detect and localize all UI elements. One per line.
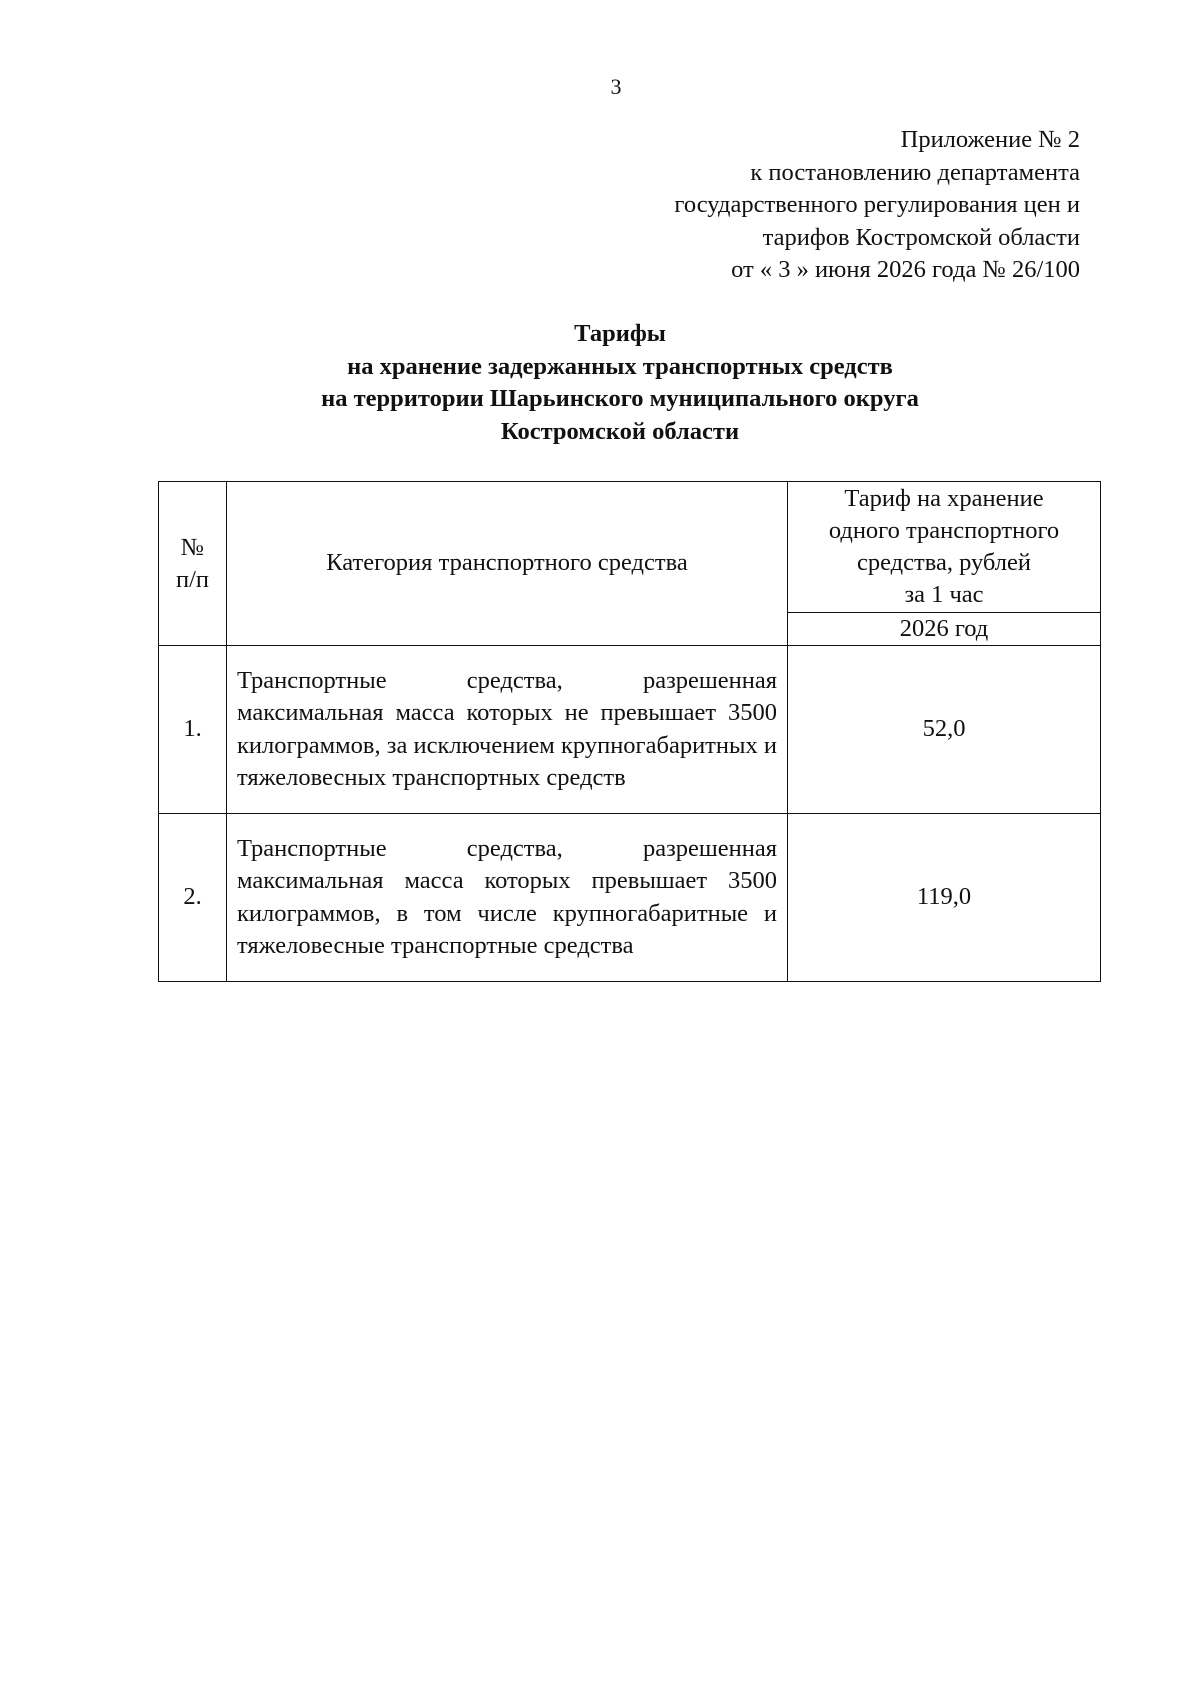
appendix-reference-line: государственного регулирования цен и bbox=[674, 191, 1080, 218]
appendix-date-number: от « 3 » июня 2026 года № 26/100 bbox=[731, 256, 1080, 283]
header-tariff-line: одного транспортного bbox=[828, 517, 1060, 544]
document-title bbox=[160, 318, 1080, 448]
row-number: 1. bbox=[159, 646, 227, 814]
title-line: Костромской области bbox=[500, 417, 740, 445]
row-category: Транспортные средства, разрешенная максимальная масса которых не превышает 3500 килограммов, за исключением крупногабаритных и тяжеловесных транспортных средств bbox=[227, 646, 788, 814]
row-tariff: 119,0 bbox=[788, 814, 1101, 982]
row-category: Транспортные средства, разрешенная максимальная масса которых превышает 3500 килограммов, в том числе крупногабаритные и тяжеловесные транспортные средства bbox=[227, 814, 788, 982]
header-number bbox=[159, 482, 227, 646]
tariffs-table bbox=[158, 481, 1101, 982]
header-tariff-line: за 1 час bbox=[904, 581, 984, 608]
appendix-reference-line: к постановлению департамента bbox=[750, 158, 1080, 186]
header-number-abbr: п/п bbox=[175, 565, 210, 593]
appendix-header bbox=[674, 124, 1080, 287]
appendix-title: Приложение № 2 bbox=[900, 126, 1080, 153]
row-number: 2. bbox=[159, 814, 227, 982]
table-row bbox=[159, 814, 1101, 982]
row-tariff: 52,0 bbox=[788, 646, 1101, 814]
table-header-row bbox=[159, 482, 1101, 613]
header-year: 2026 год bbox=[788, 613, 1101, 646]
page-number: 3 bbox=[610, 74, 622, 99]
title-line: Тарифы bbox=[574, 320, 666, 347]
header-number-sign: № bbox=[180, 533, 205, 561]
header-tariff-line: Тариф на хранение bbox=[844, 485, 1044, 512]
title-line: на территории Шарьинского муниципального округа bbox=[321, 385, 919, 412]
table-row bbox=[159, 646, 1101, 814]
appendix-reference-line: тарифов Костромской области bbox=[762, 223, 1080, 251]
header-tariff bbox=[788, 482, 1101, 613]
header-tariff-line: средства, рублей bbox=[856, 549, 1031, 576]
title-line: на хранение задержанных транспортных средств bbox=[347, 352, 893, 380]
header-category: Категория транспортного средства bbox=[227, 482, 788, 646]
